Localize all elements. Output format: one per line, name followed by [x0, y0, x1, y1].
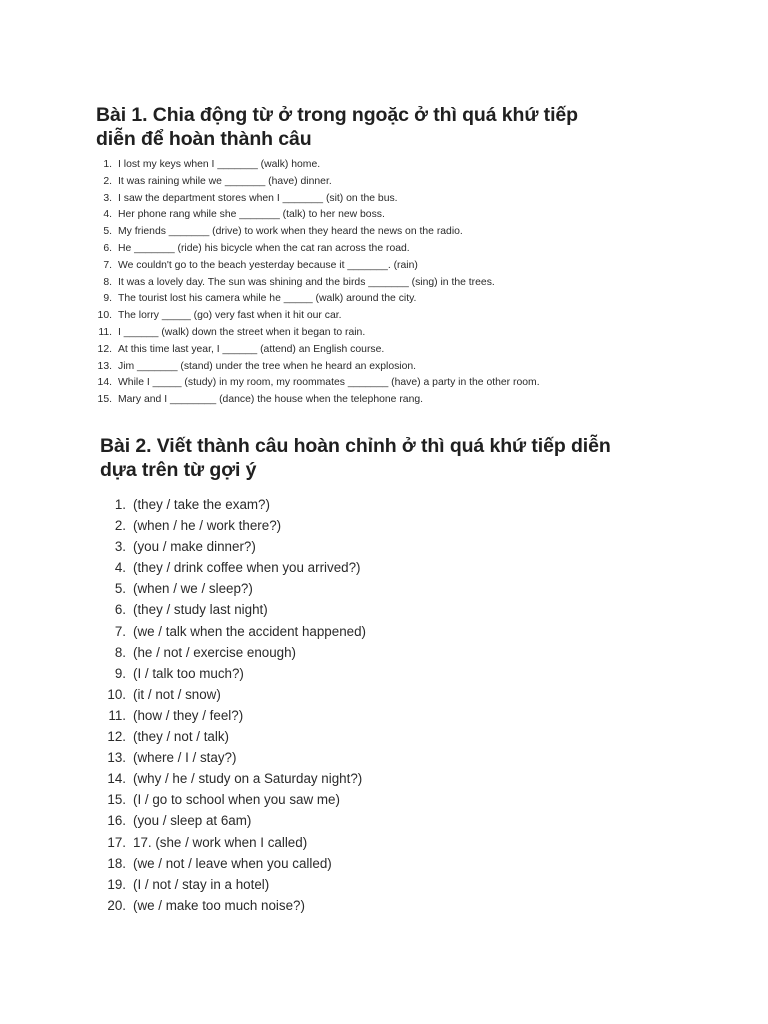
item-number: 10. — [107, 686, 126, 702]
list-item — [104, 726, 504, 747]
list-item — [104, 621, 504, 642]
item-number: 20. — [107, 897, 126, 913]
item-number: 7. — [103, 259, 112, 271]
list-item — [104, 578, 504, 599]
item-number: 11. — [98, 326, 112, 338]
list-item — [92, 308, 612, 325]
item-text: (where / I / stay?) — [133, 750, 237, 766]
list-item — [104, 642, 504, 663]
item-text: Jim _______ (stand) under the tree when he heard an explosion. — [118, 360, 417, 372]
item-text: I saw the department stores when I _______ (sit) on the bus. — [118, 192, 398, 204]
list-item — [92, 174, 612, 191]
list-item — [104, 536, 504, 557]
list-item — [92, 392, 612, 409]
item-number: 9. — [103, 293, 112, 305]
item-number: 8. — [103, 276, 112, 288]
item-number: 13. — [97, 360, 112, 372]
item-number: 10. — [97, 310, 112, 322]
list-item — [104, 515, 504, 536]
item-text: (they / not / talk) — [133, 729, 230, 745]
list-item — [92, 207, 612, 224]
item-number: 16. — [107, 813, 126, 829]
item-text: At this time last year, I ______ (attend) an English course. — [118, 343, 385, 355]
list-item — [104, 768, 504, 789]
item-number: 15. — [97, 394, 112, 406]
item-number: 13. — [107, 750, 126, 766]
item-text: (we / make too much noise?) — [133, 897, 305, 913]
list-item — [92, 191, 612, 208]
list-item — [104, 874, 504, 895]
item-number: 3. — [103, 192, 112, 204]
item-number: 18. — [107, 855, 126, 871]
item-text: It was a lovely day. The sun was shining and the birds _______ (sing) in the trees. — [118, 276, 495, 288]
list-item — [92, 241, 612, 258]
item-number: 12. — [107, 729, 126, 745]
exercise-2-title: Bài 2. Viết thành câu hoàn chỉnh ở thì quá khứ tiếp diễn dựa trên từ gợi ý — [100, 435, 611, 481]
exercise-2-list — [104, 494, 504, 916]
item-number: 5. — [114, 581, 126, 597]
item-number: 7. — [114, 623, 126, 639]
list-item — [104, 747, 504, 768]
list-item — [104, 789, 504, 810]
list-item — [92, 342, 612, 359]
item-text: He _______ (ride) his bicycle when the cat ran across the road. — [118, 242, 410, 254]
item-number: 12. — [97, 343, 112, 355]
list-item — [104, 663, 504, 684]
list-item — [104, 557, 504, 578]
list-item — [92, 291, 612, 308]
item-text: (we / not / leave when you called) — [133, 855, 332, 871]
list-item — [92, 359, 612, 376]
item-number: 11. — [108, 707, 126, 723]
list-item — [104, 895, 504, 916]
item-text: I lost my keys when I _______ (walk) home. — [118, 159, 321, 170]
item-text: (they / drink coffee when you arrived?) — [133, 560, 361, 576]
item-text: We couldn't go to the beach yesterday because it _______. (rain) — [118, 259, 418, 271]
item-number: 3. — [114, 539, 126, 555]
item-text: (when / we / sleep?) — [133, 581, 253, 597]
item-text: 17. (she / work when I called) — [133, 834, 308, 850]
list-item — [104, 684, 504, 705]
item-number: 14. — [97, 377, 112, 389]
item-text: (they / study last night) — [133, 602, 268, 618]
item-text: (it / not / snow) — [133, 686, 221, 702]
item-text: Her phone rang while she _______ (talk) to her new boss. — [118, 209, 385, 221]
list-item — [92, 224, 612, 241]
item-text: (when / he / work there?) — [133, 518, 282, 534]
item-text: (we / talk when the accident happened) — [133, 623, 366, 639]
item-text: (I / not / stay in a hotel) — [133, 876, 270, 892]
item-number: 4. — [114, 560, 126, 576]
item-text: (why / he / study on a Saturday night?) — [133, 771, 363, 787]
item-text: (you / make dinner?) — [133, 539, 256, 555]
list-item — [92, 258, 612, 275]
item-number: 8. — [114, 644, 126, 660]
item-number: 2. — [103, 175, 112, 187]
item-number: 4. — [103, 209, 112, 221]
item-text: (you / sleep at 6am) — [133, 813, 252, 829]
item-text: It was raining while we _______ (have) dinner. — [118, 175, 332, 187]
item-text: Mary and I ________ (dance) the house when the telephone rang. — [118, 394, 424, 406]
list-item — [92, 375, 612, 392]
exercise-1-list — [92, 157, 612, 409]
item-text: (they / take the exam?) — [133, 497, 270, 512]
item-number: 19. — [107, 876, 126, 892]
list-item — [104, 494, 504, 515]
list-item — [92, 157, 612, 174]
item-text: (I / go to school when you saw me) — [133, 792, 340, 808]
item-text: While I _____ (study) in my room, my roommates _______ (have) a party in the other room. — [118, 377, 540, 389]
item-text: (he / not / exercise enough) — [133, 644, 297, 660]
item-number: 6. — [114, 602, 126, 618]
item-text: I ______ (walk) down the street when it began to rain. — [118, 326, 366, 338]
item-text: The tourist lost his camera while he _____ (walk) around the city. — [118, 293, 417, 305]
item-number: 6. — [103, 242, 112, 254]
list-item — [104, 832, 504, 853]
item-number: 14. — [107, 771, 126, 787]
list-item — [104, 853, 504, 874]
item-number: 17. — [107, 834, 126, 850]
item-number: 5. — [103, 226, 112, 238]
item-text: My friends _______ (drive) to work when they heard the news on the radio. — [118, 226, 463, 238]
list-item — [104, 810, 504, 831]
item-number: 2. — [114, 518, 126, 534]
item-number: 1. — [103, 159, 112, 170]
item-text: The lorry _____ (go) very fast when it hit our car. — [118, 310, 342, 322]
list-item — [92, 275, 612, 292]
item-text: (how / they / feel?) — [133, 707, 244, 723]
list-item — [92, 325, 612, 342]
item-text: (I / talk too much?) — [133, 665, 244, 681]
item-number: 1. — [114, 497, 126, 512]
exercise-1-title: Bài 1. Chia động từ ở trong ngoặc ở thì quá khứ tiếp diễn để hoàn thành câu — [96, 104, 578, 150]
list-item — [104, 705, 504, 726]
item-number: 15. — [107, 792, 126, 808]
item-number: 9. — [114, 665, 126, 681]
list-item — [104, 599, 504, 620]
